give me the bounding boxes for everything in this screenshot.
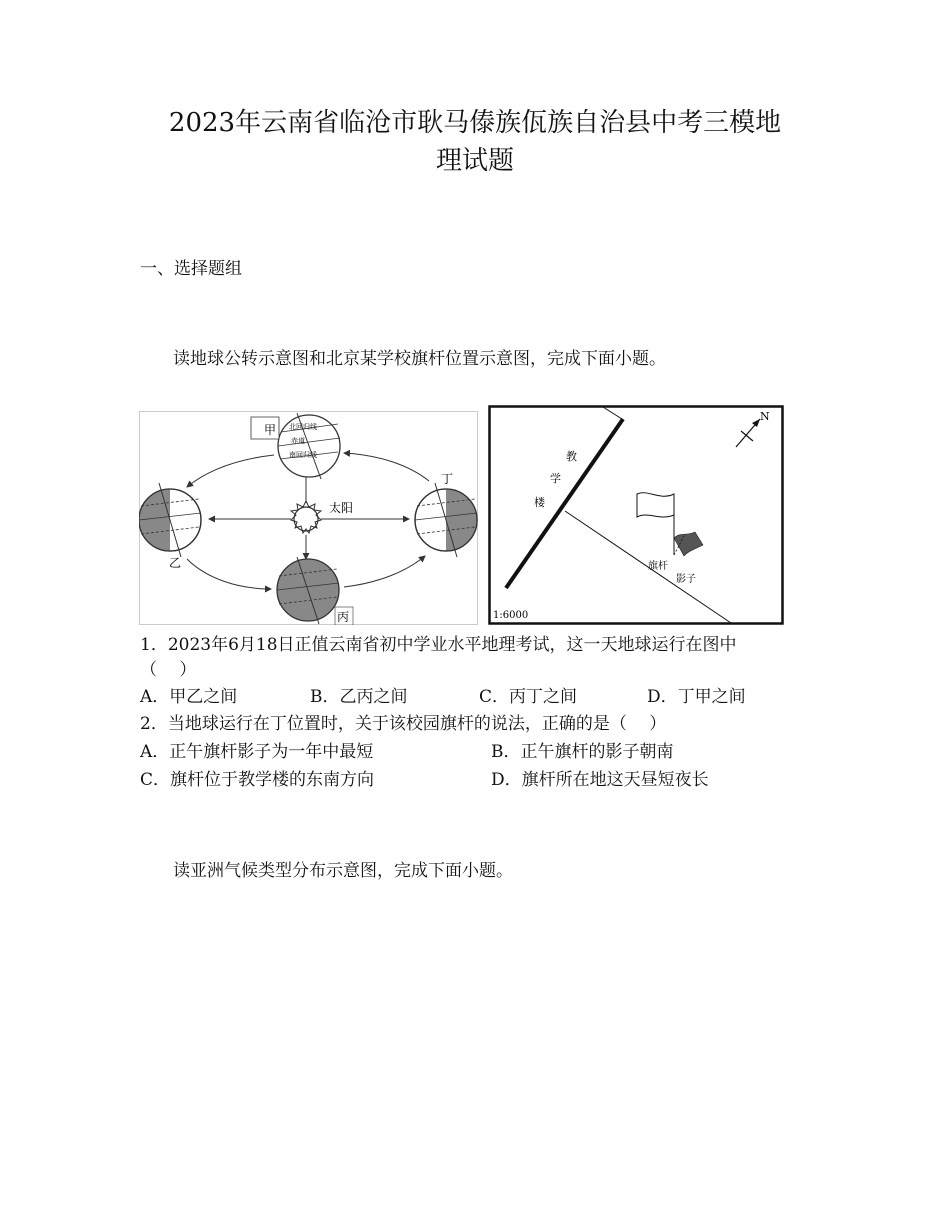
scale-label: 1:6000 <box>493 610 529 621</box>
building-label-2: 学 <box>550 472 561 485</box>
sun-label: 太阳 <box>329 501 354 515</box>
question-2-stem: 2．当地球运行在丁位置时，关于该校园旗杆的说法，正确的是（ ） <box>140 714 667 734</box>
earth-revolution-figure <box>139 411 479 625</box>
label-jia: 甲 <box>264 423 277 437</box>
earth-ding <box>415 483 477 557</box>
building-label-1: 教 <box>566 450 577 463</box>
earth-yi <box>139 483 201 557</box>
question-1-stem: 1．2023年6月18日正值云南省初中学业水平地理考试，这一天地球运行在图中 <box>140 635 737 655</box>
group2-intro: 读亚洲气候类型分布示意图，完成下面小题。 <box>173 861 513 881</box>
label-ding: 丁 <box>441 472 454 486</box>
svg-text:南回归线: 南回归线 <box>289 451 317 459</box>
flagpole-map-figure <box>488 405 785 626</box>
building-label-3: 楼 <box>534 496 545 509</box>
section-heading: 一、选择题组 <box>140 259 242 279</box>
label-bing: 丙 <box>337 610 350 624</box>
page-title-line2: 理试题 <box>435 146 514 176</box>
earth-bing <box>277 557 339 624</box>
page-title-line1: 2023年云南省临沧市耿马傣族佤族自治县中考三模地 <box>168 108 782 138</box>
q1-option-c[interactable]: C．丙丁之间 <box>479 687 578 707</box>
svg-text:赤道: 赤道 <box>291 437 305 445</box>
q2-option-c[interactable]: C．旗杆位于教学楼的东南方向 <box>140 770 375 790</box>
q2-option-d[interactable]: D．旗杆所在地这天昼短夜长 <box>491 770 709 790</box>
label-yi: 乙 <box>169 556 182 570</box>
earth-jia <box>278 413 340 479</box>
q2-option-a[interactable]: A．正午旗杆影子为一年中最短 <box>140 742 374 762</box>
north-label: N <box>760 410 770 423</box>
svg-text:北回归线: 北回归线 <box>289 423 317 431</box>
q1-option-a[interactable]: A．甲乙之间 <box>140 687 238 707</box>
q1-option-b[interactable]: B．乙丙之间 <box>310 687 408 707</box>
q2-option-b[interactable]: B．正午旗杆的影子朝南 <box>491 742 674 762</box>
shadow-label: 影子 <box>676 574 696 585</box>
group1-intro: 读地球公转示意图和北京某学校旗杆位置示意图，完成下面小题。 <box>173 349 666 369</box>
question-1-paren: （ ） <box>140 660 197 680</box>
sun-icon <box>291 501 321 533</box>
flagpole-label: 旗杆 <box>648 561 668 572</box>
q1-option-d[interactable]: D．丁甲之间 <box>647 687 746 707</box>
